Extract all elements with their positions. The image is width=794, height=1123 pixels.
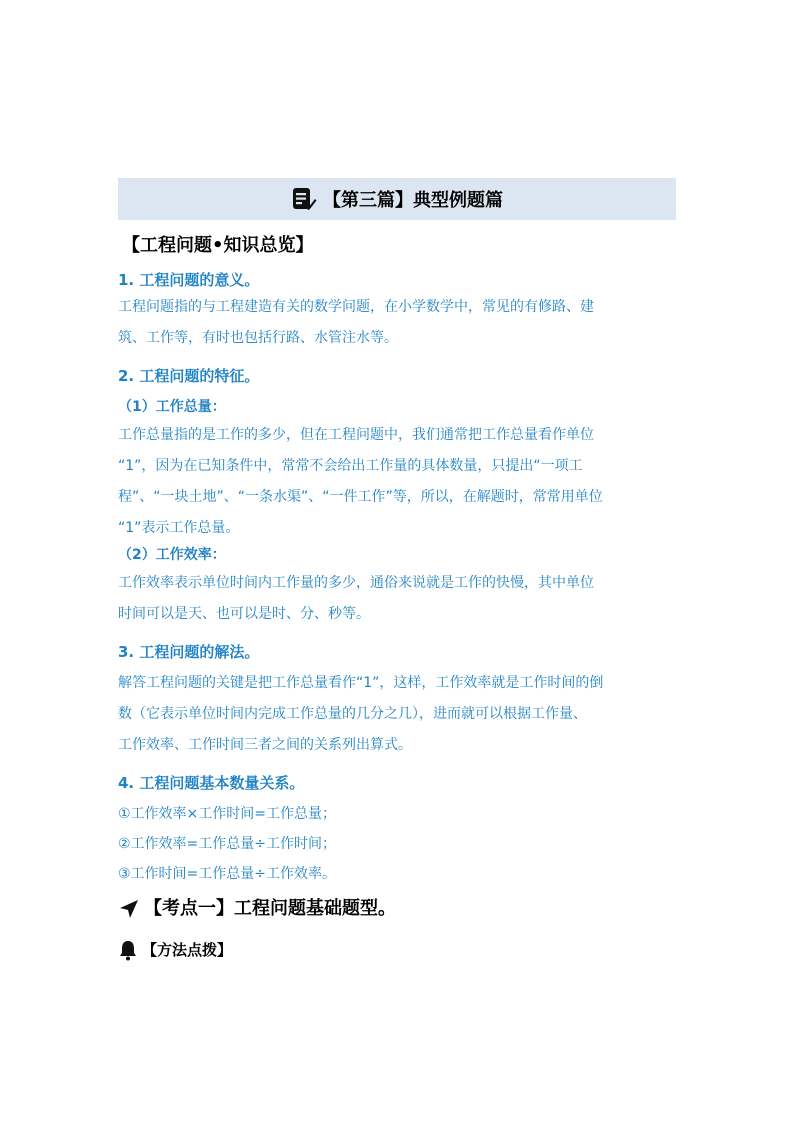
text-line: “1”表示工作总量。 [118, 520, 240, 536]
kaodian-heading [118, 893, 676, 925]
text-line: 工程问题指的与工程建造有关的数学问题，在小学数学中，常见的有修路、建 [118, 299, 594, 315]
formula-list [118, 799, 676, 889]
text-line: “1”，因为在已知条件中，常常不会给出工作量的具体数量，只提出“一项工 [118, 458, 583, 474]
section-1-text [118, 292, 676, 354]
text-line: 工作效率、工作时间三者之间的关系列出算式。 [118, 737, 412, 753]
section-3-heading: 3. 工程问题的解法。 [118, 643, 260, 661]
subsection-efficiency: （2）工作效率： [118, 547, 226, 563]
text-line: 时间可以是天、也可以是时、分、秒等。 [118, 606, 370, 622]
subsection-total-work: （1）工作总量： [118, 399, 226, 415]
section-banner [118, 178, 676, 220]
kaodian-title: 【考点一】工程问题基础题型。 [144, 898, 396, 919]
text-line: 工作效率表示单位时间内工作量的多少，通俗来说就是工作的快慢，其中单位 [118, 575, 594, 591]
method-title: 【方法点拨】 [142, 941, 233, 959]
text-line: 筑、工作等，有时也包括行路、水管注水等。 [118, 330, 398, 346]
method-heading [118, 937, 676, 963]
bell-icon [118, 939, 138, 961]
section-4-heading: 4. 工程问题基本数量关系。 [118, 774, 305, 792]
efficiency-text [118, 568, 676, 630]
text-line: 数（它表示单位时间内完成工作总量的几分之几），进而就可以根据工作量、 [118, 706, 587, 722]
navigation-arrow-icon [118, 898, 140, 920]
section-3-text [118, 668, 676, 761]
section-2-heading: 2. 工程问题的特征。 [118, 367, 260, 385]
note-edit-icon [291, 186, 317, 212]
formula-item: ②工作效率=工作总量÷工作时间； [118, 836, 337, 852]
document-page [118, 178, 676, 963]
overview-title: 【工程问题•知识总览】 [122, 235, 314, 256]
total-work-text [118, 420, 676, 544]
text-line: 解答工程问题的关键是把工作总量看作“1”，这样，工作效率就是工作时间的倒 [118, 675, 604, 691]
text-line: 程”、“一块土地”、“一条水渠”、“一件工作”等，所以，在解题时，常常用单位 [118, 489, 603, 505]
formula-item: ①工作效率×工作时间=工作总量； [118, 806, 337, 822]
banner-title: 【第三篇】典型例题篇 [323, 190, 503, 211]
formula-item: ③工作时间=工作总量÷工作效率。 [118, 866, 337, 882]
text-line: 工作总量指的是工作的多少，但在工程问题中，我们通常把工作总量看作单位 [118, 427, 594, 443]
section-1-heading: 1. 工程问题的意义。 [118, 271, 260, 289]
